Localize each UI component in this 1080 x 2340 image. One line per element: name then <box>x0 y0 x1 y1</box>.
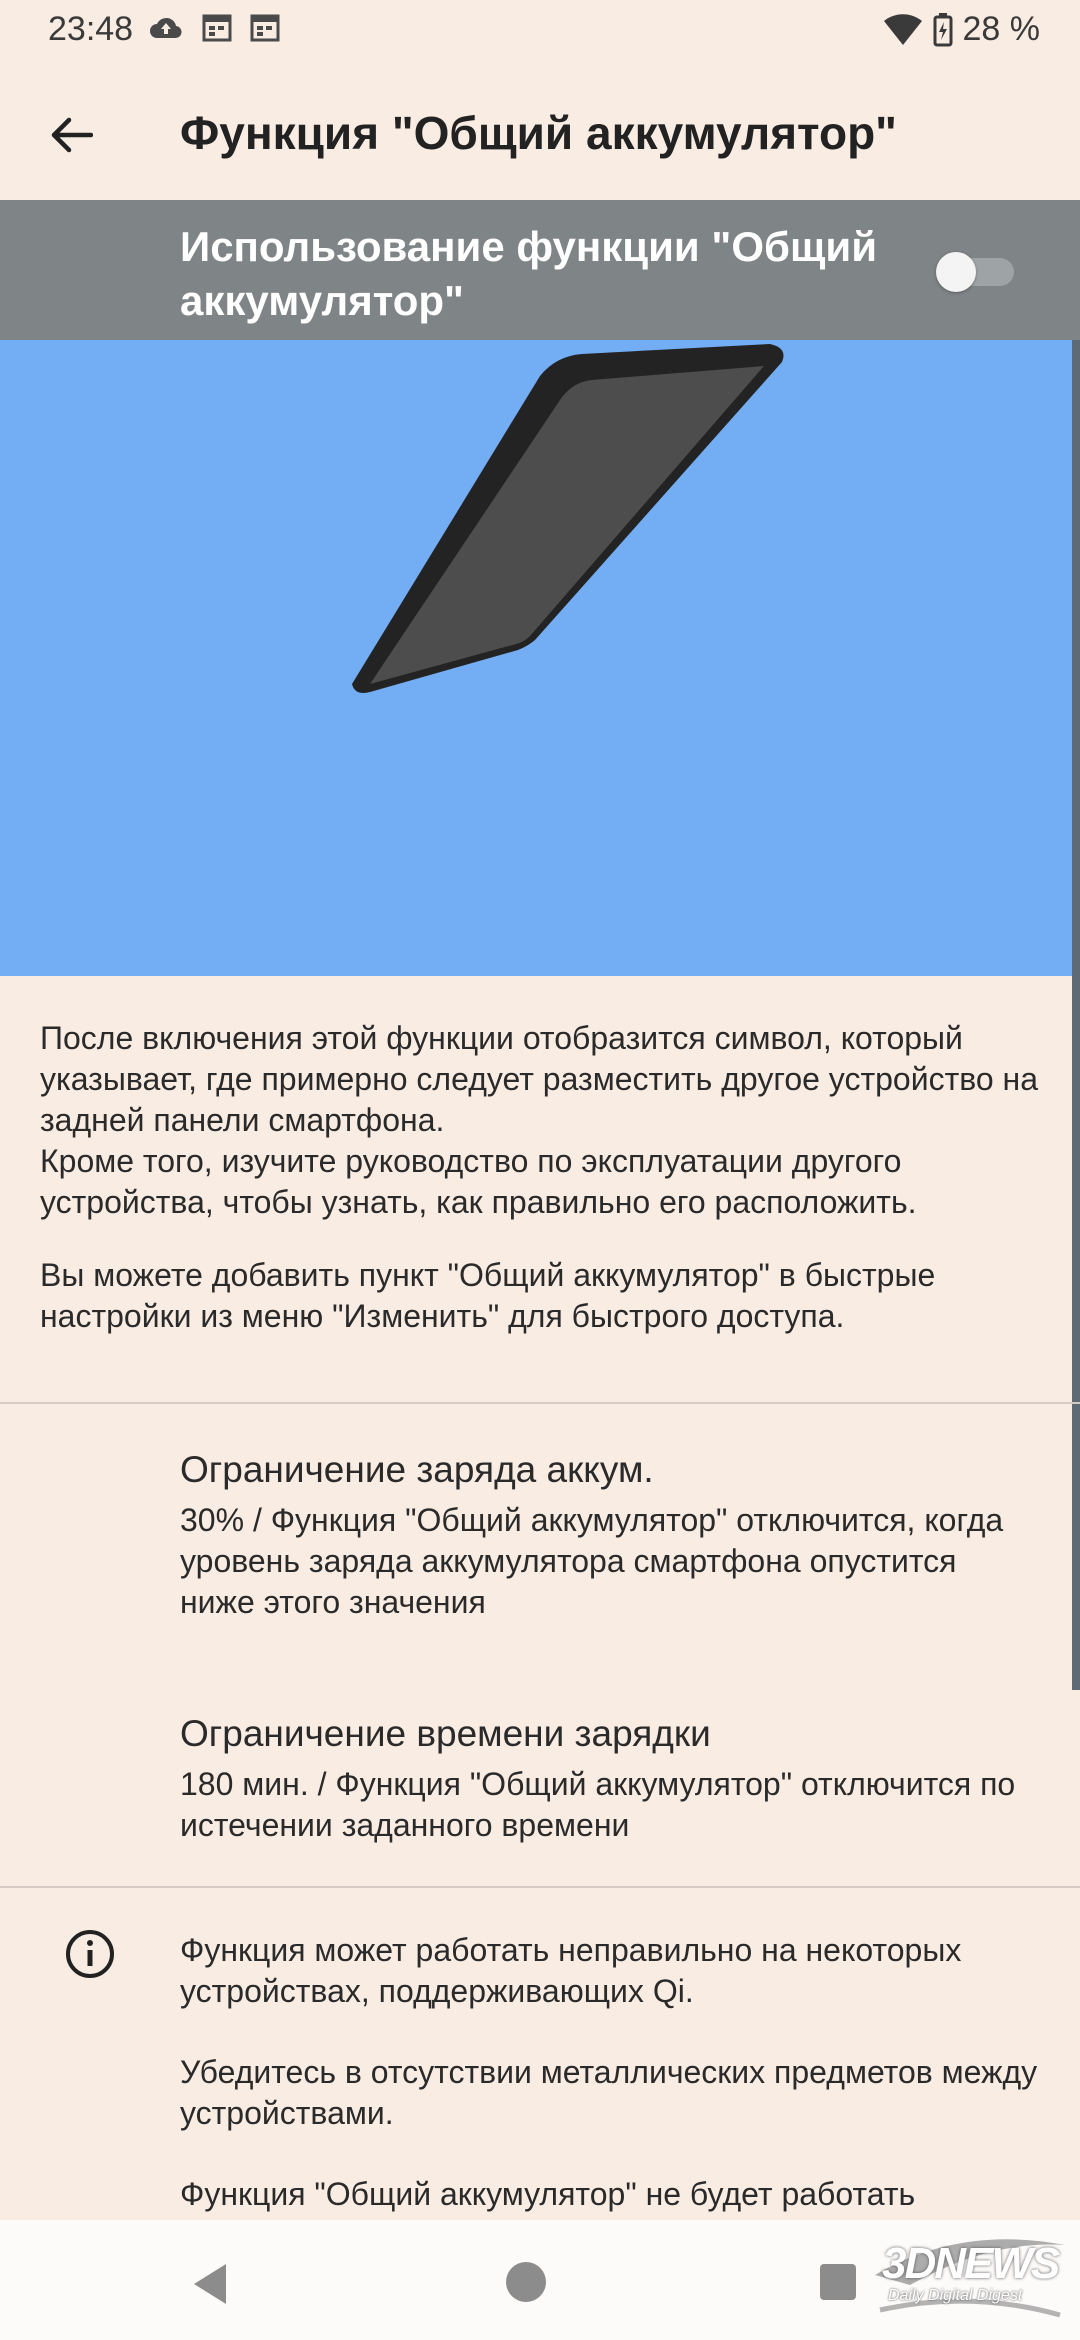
setting-summary: 30% / Функция "Общий аккумулятор" отключится, когда уровень заряда аккумулятора смартфона опустится ниже этого значения <box>180 1502 1004 1620</box>
description <box>40 1018 1050 1337</box>
back-button[interactable] <box>36 100 106 170</box>
watermark-logo <box>870 2215 1070 2325</box>
scrollbar[interactable] <box>1072 340 1080 1690</box>
switch-thumb <box>936 252 976 292</box>
battery-percent: 28 % <box>962 10 1040 48</box>
phone-icon <box>0 340 1072 976</box>
page-title: Функция "Общий аккумулятор" <box>180 107 897 159</box>
arrow-left-icon <box>49 113 93 157</box>
calendar-icon <box>250 12 280 42</box>
setting-charge-limit[interactable] <box>180 1446 1040 1623</box>
info-paragraph: Функция "Общий аккумулятор" не будет работать <box>180 2176 916 2212</box>
status-bar <box>0 0 1080 60</box>
watermark-tagline: Daily Digital Digest <box>888 2287 1023 2304</box>
share-battery-toggle-row[interactable] <box>0 200 1080 340</box>
setting-summary: 180 мин. / Функция "Общий аккумулятор" отключится по истечении заданного времени <box>180 1766 1016 1843</box>
battery-charging-icon <box>933 13 953 47</box>
setting-title: Ограничение времени зарядки <box>180 1713 711 1754</box>
info-text <box>180 1930 1040 2255</box>
status-system-icons <box>883 10 1041 49</box>
illustration <box>0 340 1072 976</box>
info-paragraph: Убедитесь в отсутствии металлических предметов между устройствами. <box>180 2054 1038 2131</box>
status-time: 23:48 <box>48 10 134 48</box>
toggle-label: Использование функции "Общий аккумулятор" <box>180 223 878 324</box>
divider <box>0 1886 1080 1888</box>
cloud-upload-icon <box>148 12 184 42</box>
setting-time-limit[interactable] <box>180 1710 1040 1846</box>
nav-back-icon[interactable] <box>190 2262 230 2306</box>
app-bar <box>0 60 1080 200</box>
wifi-icon <box>883 13 923 47</box>
watermark-brand: 3DNEWS <box>882 2239 1059 2288</box>
calendar-icon <box>202 12 232 42</box>
info-icon <box>64 1928 116 1980</box>
info-paragraph: Функция может работать неправильно на некоторых устройствах, поддерживающих Qi. <box>180 1932 962 2009</box>
description-paragraph: Вы можете добавить пункт "Общий аккумулятор" в быстрые настройки из меню "Изменить" для быстрого доступа. <box>40 1257 936 1334</box>
nav-home-icon[interactable] <box>506 2262 546 2302</box>
share-battery-switch[interactable] <box>936 252 1014 288</box>
divider <box>0 1402 1080 1404</box>
setting-title: Ограничение заряда аккум. <box>180 1449 654 1490</box>
nav-recents-icon[interactable] <box>820 2264 856 2300</box>
status-notification-icons <box>148 12 280 42</box>
description-paragraph: После включения этой функции отобразится символ, который указывает, где примерно следует разместить другое устройство на задней панели смартфона. <box>40 1020 1039 1138</box>
description-paragraph: Кроме того, изучите руководство по эксплуатации другого устройства, чтобы узнать, как правильно его расположить. <box>40 1143 917 1220</box>
